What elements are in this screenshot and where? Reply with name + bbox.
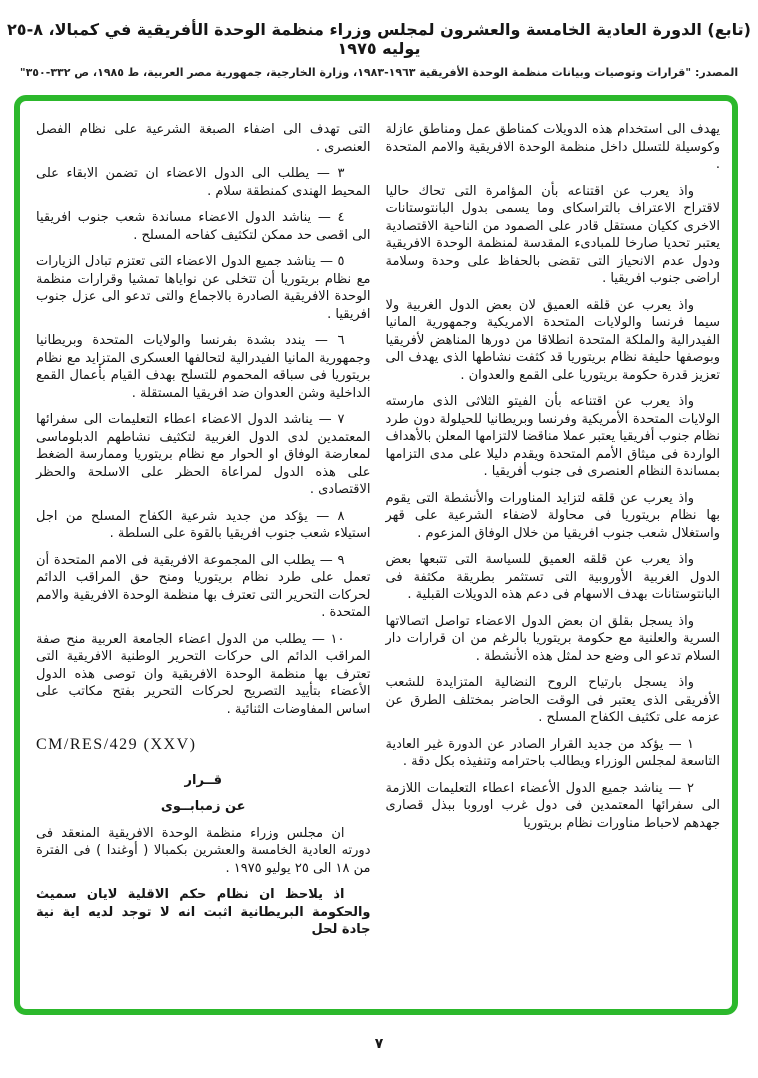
paragraph: اذ يلاحظ ان نظام حكم الاقلية لايان سميث والحكومة البريطانية اثبت انه لا توجد لديه اية نية جادة لحل [36, 887, 371, 937]
paragraph: واذ يعرب عن قلقه العميق للسياسة التى تتبعها بعض الدول الغربية الأوروبية التى تستثمر بطريقة مكثفة فى البانتوستانات بهدف الاسهام فى دعم هذه الدويلات القبلية . [385, 552, 720, 602]
decision-subheading: عن زمبابــوى [160, 799, 246, 814]
content-frame [14, 95, 738, 1015]
paragraph: واذ يعرب عن اقتناعه بأن المؤامرة التى تحاك حاليا لاقتراح الاعتراف بالتراسكاى وما يسمى بدول البانتوستانات الاخرى ككيان مستقل قادر على الصمود من الناحية الاقتصادية يعتبر تحديا صارخا للمبادىء المقدسة لمنظمة الوحدة الافريقية ودول عدم الانحياز التى تقضى بالحفاظ على وحدة وسلامة اراضى جنوب افريقيا . [385, 183, 720, 286]
paragraph: ٢ — يناشد جميع الدول الأعضاء اعطاء التعليمات اللازمة الى سفرائها المعتمدين فى دول غرب اوروبا ببذل قصارى جهدهم لاحباط مناورات نظام بريتوريا [385, 780, 720, 831]
paragraph: واذ يعرب عن اقتناعه بأن الفيتو الثلاثى الذى مارسته الولايات المتحدة الأمريكية وفرنسا وبريطانيا للحيلولة دون طرد نظام جنوب أفريقيا يعتبر عملا مناقضا لالتزامها المعلن بالأهداف الواردة فى ميثاق الأمم المتحدة ويقدم دليلا على مدى التزامها بمساندة النظام العنصرى فى جنوب أفريقيا . [385, 394, 720, 479]
paragraph: ٤ — يناشد الدول الاعضاء مساندة شعب جنوب افريقيا الى اقصى حد ممكن لتكثيف كفاحه المسلح . [36, 210, 371, 243]
header-title: (تابع) الدورة العادية الخامسة والعشرون لمجلس وزراء منظمة الوحدة الأفريقية في كمبالا، ٨-٢٥ يوليه ١٩٧٥ [7, 20, 751, 58]
paragraph: واذ يعرب عن قلقه لتزايد المناورات والأنشطة التى يقوم بها نظام بريتوريا فى محاولة لاضفاء الشرعية على قهر واستغلال شعب جنوب افريقيا من خلال الوفاق المزعوم . [385, 490, 720, 541]
paragraph: ١٠ — يطلب من الدول اعضاء الجامعة العربية منح صفة المراقب الدائم الى حركات التحرير الوطنية الافريقية التى تعترف بها منظمة الوحدة الافريقية وان توصى هذه الدول الأعضاء بتأييد التصريح لحركات التحرير بفتح مكاتب على اساس المفاوضات الثنائية . [36, 631, 371, 717]
column-right [386, 121, 721, 995]
paragraph: يهدف الى استخدام هذه الدويلات كمناطق عمل ومناطق عازلة وكوسيلة للتسلل داخل منظمة الوحدة الافريقية والامم المتحدة . [385, 122, 720, 172]
resolution-reference: CM/RES/429 (XXV) [36, 736, 197, 753]
paragraph: ٧ — يناشد الدول الاعضاء اعطاء التعليمات الى سفرائها المعتمدين لدى الدول الغربية لتكثيف نشاطهم الدبلوماسى لمعارضة الوفاق او الحوار مع نظام بريتوريا وممارسة الضغط على هذه الدول لمراعاة الحظر على الاسلحة والحظر الاقتصادى . [36, 412, 371, 497]
paragraph: ٥ — يناشد جميع الدول الاعضاء التى تعتزم تبادل الزيارات مع نظام بريتوريا أن تتخلى عن نواياها تمشيا وقرارات منظمة الوحدة الافريقية الصادرة بالاجماع والتى تدعو الى عزل جنوب افريقيا . [36, 254, 371, 322]
page-number: ٧ [374, 1036, 384, 1052]
page-header [0, 0, 758, 79]
decision-heading: قــرار [184, 772, 222, 788]
paragraph: ان مجلس وزراء منظمة الوحدة الافريقية المنعقد فى دورته العادية الخامسة والعشرين بكمبالا ( أوغندا ) فى الفترة من ١٨ الى ٢٥ يوليو ١٩٧٥ . [36, 825, 371, 876]
paragraph: ٩ — يطلب الى المجموعة الافريقية فى الامم المتحدة أن تعمل على طرد نظام بريتوريا ومنح حق المراقب الدائم لحركات التحرير التى تعترف بها منظمة الوحدة الافريقية والامم المتحدة . [36, 552, 371, 620]
paragraph: واذ يسجل بارتياح الروح النضالية المتزايدة للشعب الأفريقى الذى يعتبر فى الوقت الحاضر بمختلف الطرق عن عزمه على تكثيف الكفاح المسلح . [385, 675, 720, 725]
header-source: المصدر: "قرارات وتوصيات وبيانات منظمة الوحدة الأفريقية ١٩٦٣-١٩٨٣، وزارة الخارجية، جمهورية مصر العربية، ط ١٩٨٥، ص ٣٣٢-٣٥٠" [19, 66, 739, 79]
column-left [36, 121, 371, 995]
paragraph: واذ يسجل بقلق ان بعض الدول الاعضاء تواصل اتصالاتها السرية والعلنية مع حكومة بريتوريا بالرغم من ان قرارات دار السلام تدعو الى وضع حد لمثل هذه الأنشطة . [385, 613, 720, 664]
paragraph: ٦ — يندد بشدة بفرنسا والولايات المتحدة وبريطانيا وجمهورية المانيا الفيدرالية لتحالفها العسكرى المتزايد مع نظام بريتوريا فى سباقه المحموم للتسلح بهدف القيام بأعمال القمع الداخلية وشن العدوان ضد افريقيا المستقلة . [36, 333, 371, 401]
paragraph: واذ يعرب عن قلقه العميق لان بعض الدول الغربية ولا سيما فرنسا والولايات المتحدة الامريكية وجمهورية المانيا الفيدرالية والملكة المتحدة انطلاقا من دورها المناهض لأفريقيا وبوصفها حليفة نظام بريتوريا قد كثفت نشاطها الذى يهدف الى تعزيز قدرة حكومة بريتوريا على القمع والعدوان . [385, 297, 720, 383]
paragraph: ٣ — يطلب الى الدول الاعضاء ان تضمن الابقاء على المحيط الهندى كمنطقة سلام . [36, 166, 371, 199]
paragraph: التى تهدف الى اضفاء الصبغة الشرعية على نظام الفصل العنصرى . [36, 122, 371, 155]
paragraph: ١ — يؤكد من جديد القرار الصادر عن الدورة غير العادية التاسعة لمجلس الوزراء ويطالب باحترامه وتنفيذه بكل دقة . [385, 736, 720, 769]
paragraph: ٨ — يؤكد من جديد شرعية الكفاح المسلح من اجل استيلاء شعب جنوب افريقيا بالقوة على السلطة . [36, 508, 371, 541]
